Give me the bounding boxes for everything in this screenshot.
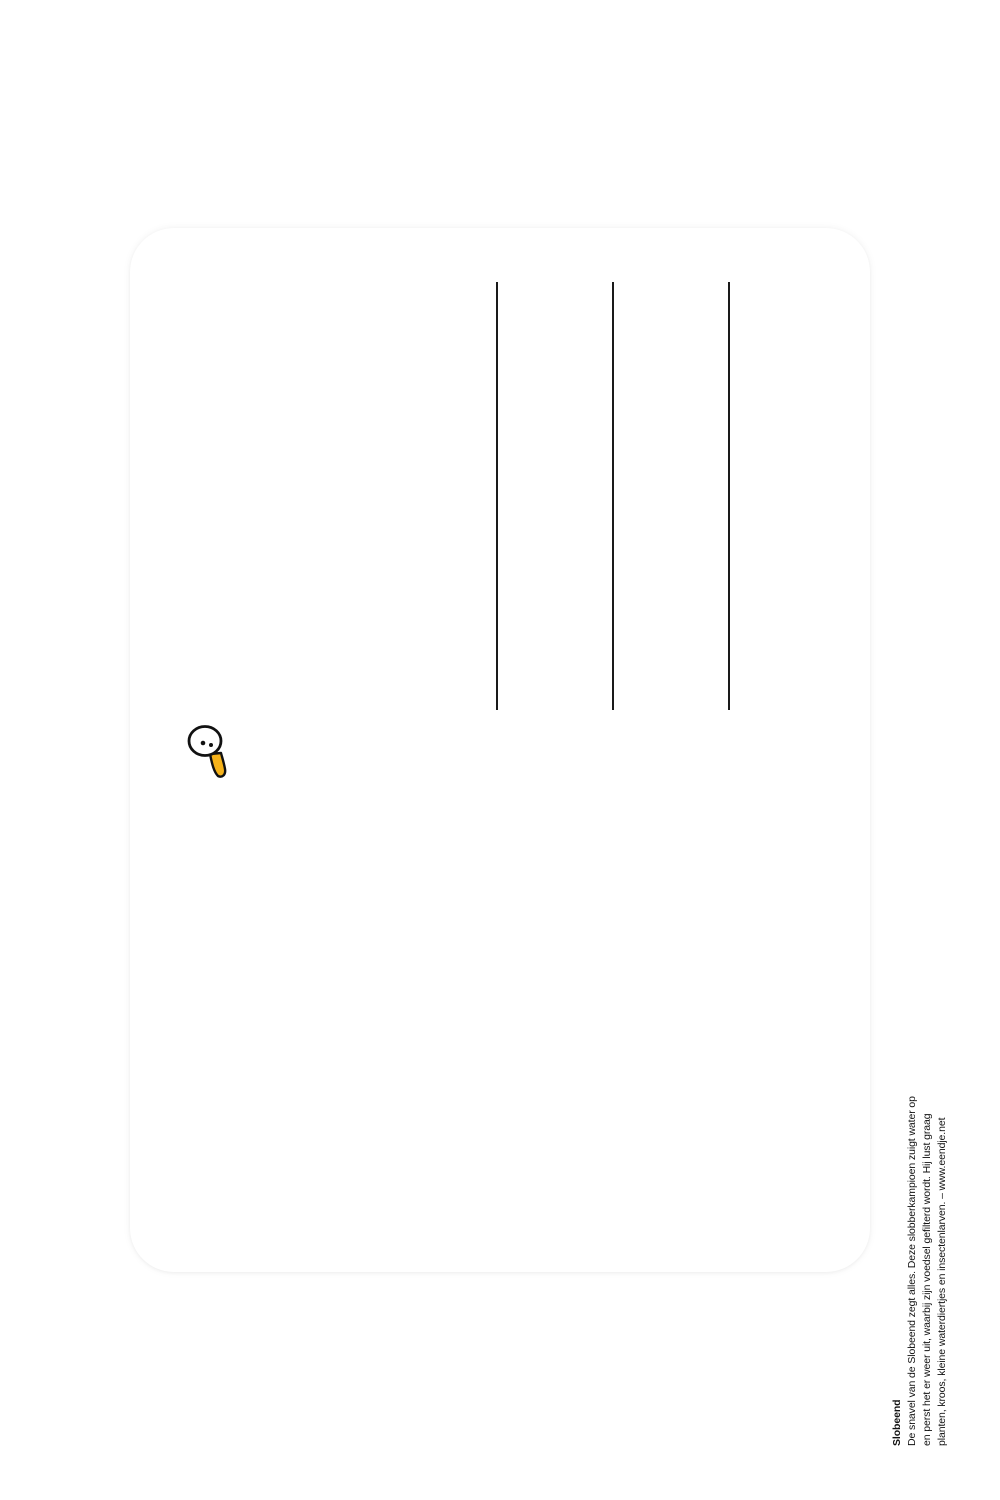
address-line	[612, 282, 614, 710]
postcard	[130, 228, 948, 1446]
caption-line: en perst het er weer uit, waarbij zijn voedsel gefilterd wordt. Hij lust graag	[921, 1113, 933, 1446]
address-line	[496, 282, 498, 710]
caption-text	[890, 1026, 950, 1446]
caption-line: De snavel van de Slobeend zegt alles. Deze slobberkampioen zuigt water op	[906, 1096, 918, 1446]
duck-head-icon	[184, 724, 230, 782]
caption-line: planten, kroos, kleine waterdiertjes en insectenlarven. – www.eendje.net	[936, 1117, 948, 1446]
address-line	[728, 282, 730, 710]
caption-title: Slobeend	[891, 1399, 903, 1446]
